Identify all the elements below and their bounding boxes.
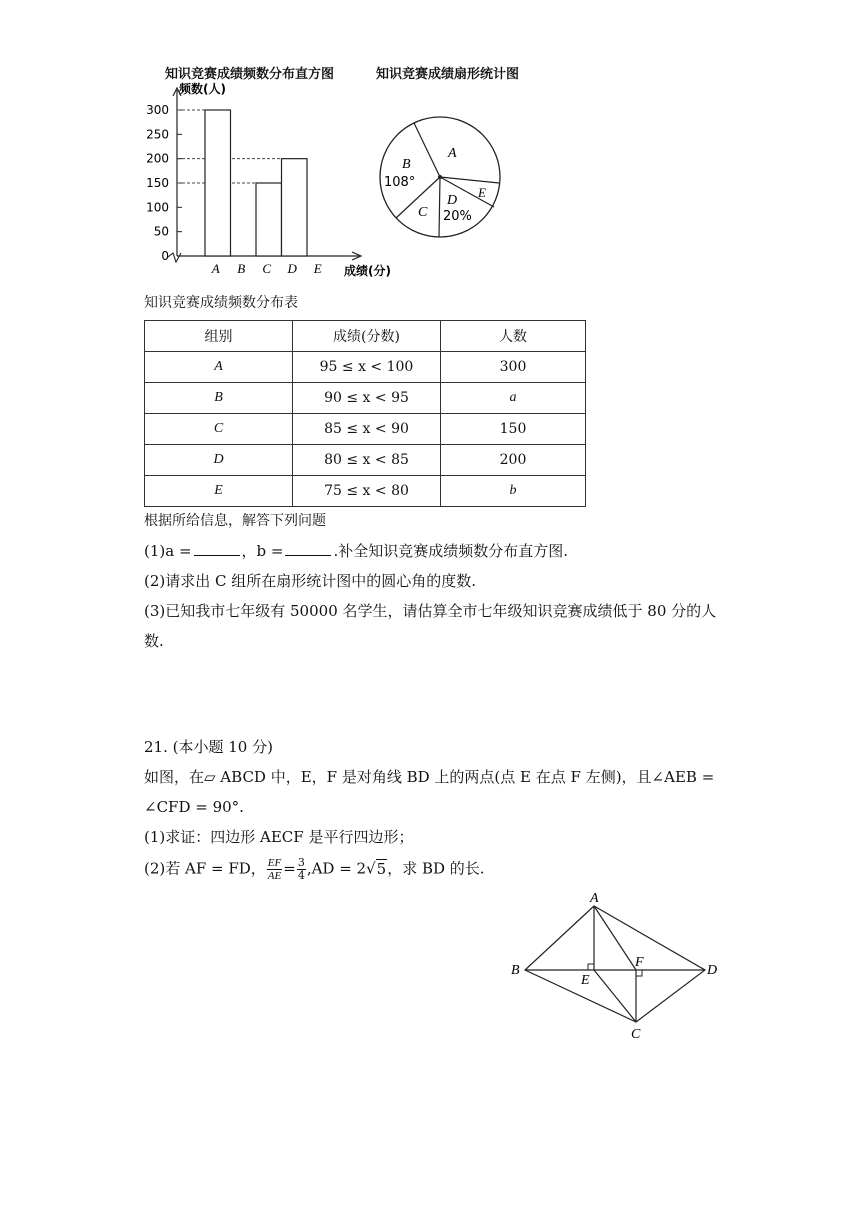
histogram-bar (282, 159, 308, 256)
sqrt-icon: √ (366, 859, 376, 878)
right-angle-f (636, 970, 642, 976)
pie-center (438, 175, 442, 179)
pie-label-d: D (447, 193, 458, 208)
answer-blank-a[interactable] (194, 541, 240, 556)
right-angle-e (588, 964, 594, 970)
point-label-f: F (635, 955, 644, 970)
sqrt-radicand: 5 (376, 859, 387, 878)
cell-score: 75 ≤ x < 80 (293, 476, 441, 507)
fraction-three-quarters (297, 857, 306, 882)
frequency-table (144, 320, 586, 507)
point-label-e: E (581, 973, 590, 988)
y-tick-label: 50 (153, 224, 169, 239)
pie-label-a: A (448, 146, 457, 161)
segment-ce (594, 970, 636, 1022)
q21-line1: 如图，在▱ ABCD 中，E，F 是对角线 BD 上的两点(点 E 在点 F 左侧)，且∠AEB = (144, 768, 715, 786)
header-score: 成绩(分数) (293, 321, 441, 352)
point-label-c: C (631, 1027, 641, 1042)
header-group: 组别 (145, 321, 293, 352)
x-category-label: D (287, 261, 297, 276)
parallelogram-figure (505, 890, 730, 1045)
cell-count: 300 (441, 352, 586, 383)
q20-intro: 根据所给信息，解答下列问题 (144, 513, 326, 529)
parallelogram-abcd (525, 906, 705, 1022)
cell-group: A (145, 352, 293, 383)
fraction-numerator: 3 (297, 856, 305, 869)
x-category-label: E (313, 261, 322, 276)
y-tick-label: 100 (146, 200, 169, 215)
pie-value-d: 20% (443, 209, 472, 224)
pie-divider-ab (414, 123, 440, 177)
q20-p1-b: ，b = (241, 542, 284, 560)
histogram-bar (256, 183, 282, 256)
x-category-label: B (237, 261, 246, 276)
fraction-denominator: 4 (297, 869, 305, 882)
table-header-row (145, 321, 586, 352)
histogram-chart (140, 76, 405, 284)
q21-line2: ∠CFD = 90°. (144, 798, 244, 816)
cell-count: b (441, 476, 586, 507)
y-tick-label: 200 (146, 151, 169, 166)
table-row (145, 383, 586, 414)
histogram-bar (205, 110, 231, 256)
histogram-title: 知识竞赛成绩频数分布直方图 (165, 67, 335, 82)
q21-p2-eq: = (283, 859, 296, 878)
pie-label-b: B (402, 157, 411, 172)
point-label-d: D (707, 963, 718, 978)
y-tick-label: 250 (146, 127, 169, 142)
table-row (145, 476, 586, 507)
q21-p2-tail: ，求 BD 的长. (387, 859, 485, 878)
segment-af (594, 906, 636, 970)
cell-count: 200 (441, 445, 586, 476)
pie-divider-cd (439, 177, 440, 237)
q20-part2: (2)请求出 C 组所在扇形统计图中的圆心角的度数. (144, 572, 477, 590)
fraction-numerator: EF (267, 857, 282, 869)
point-label-b: B (511, 963, 520, 978)
axis-break-icon (168, 253, 181, 262)
point-label-a: A (590, 891, 599, 906)
table-caption: 知识竞赛成绩频数分布表 (144, 295, 298, 311)
q21-p2-pre: (2)若 AF = FD， (144, 859, 266, 878)
q20-part3-line2: 数. (144, 632, 164, 650)
y-tick-label: 0 (161, 249, 169, 263)
y-tick-label: 150 (146, 176, 169, 190)
header-count: 人数 (441, 321, 586, 352)
table-row (145, 352, 586, 383)
fraction-denominator: AE (267, 870, 282, 882)
cell-group: E (145, 476, 293, 507)
table-row (145, 414, 586, 445)
pie-chart (376, 113, 506, 243)
pie-value-b: 108° (384, 175, 416, 190)
table-row (145, 445, 586, 476)
cell-count: 150 (441, 414, 586, 445)
cell-score: 90 ≤ x < 95 (293, 383, 441, 414)
x-category-label: A (211, 261, 220, 276)
pie-label-c: C (418, 205, 428, 220)
pie-title: 知识竞赛成绩扇形统计图 (376, 67, 520, 82)
cell-score: 80 ≤ x < 85 (293, 445, 441, 476)
cell-score: 95 ≤ x < 100 (293, 352, 441, 383)
x-category-label: C (262, 261, 272, 276)
y-tick-label: 300 (146, 103, 169, 117)
q21-part1: (1)求证：四边形 AECF 是平行四边形； (144, 828, 414, 846)
q20-p1-a: (1)a = (144, 542, 192, 560)
q21-part2 (144, 857, 485, 882)
cell-score: 85 ≤ x < 90 (293, 414, 441, 445)
pie-label-e: E (478, 185, 486, 200)
q20-part1 (144, 541, 568, 561)
cell-group: C (145, 414, 293, 445)
q20-part3-line1: (3)已知我市七年级有 50000 名学生，请估算全市七年级知识竞赛成绩低于 80 分的人 (144, 602, 717, 620)
y-axis-label: 频数(人) (179, 82, 226, 96)
cell-count: a (441, 383, 586, 414)
q21-p2-mid: ,AD = 2 (306, 859, 367, 878)
cell-group: B (145, 383, 293, 414)
cell-group: D (145, 445, 293, 476)
answer-blank-b[interactable] (285, 541, 331, 556)
x-axis-label: 成绩(分) (344, 264, 391, 278)
q20-p1-tail: .补全知识竞赛成绩频数分布直方图. (333, 542, 569, 560)
q21-header: 21. (本小题 10 分) (144, 738, 273, 756)
fraction-ef-ae (267, 857, 282, 882)
